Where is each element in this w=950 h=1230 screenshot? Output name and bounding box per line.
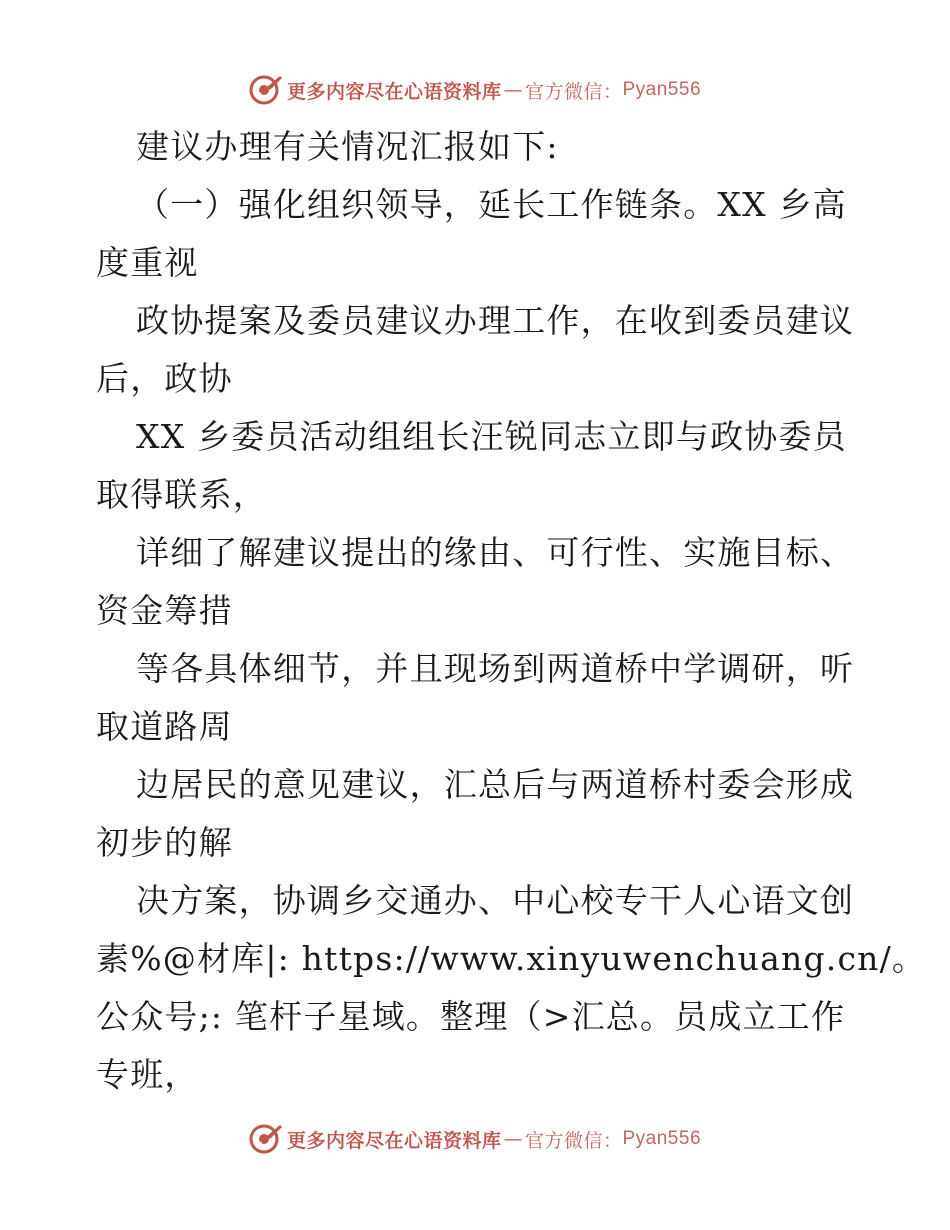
text-line: 专班，: [96, 1055, 199, 1094]
text-line: （一）强化组织领导，延长工作链条。XX 乡高: [136, 185, 847, 224]
text-line: 后，政协: [96, 359, 233, 398]
document-body: [96, 118, 927, 1104]
text-line: XX 乡委员活动组组长汪锐同志立即与政协委员: [136, 417, 847, 456]
header-watermark: [0, 70, 950, 110]
text-line: 取道路周: [96, 707, 233, 746]
pen-logo-icon: [249, 1122, 283, 1156]
footer-brand-text: 更多内容尽在心语资料库: [286, 1129, 502, 1152]
text-line: 详细了解建议提出的缘由、可行性、实施目标、: [136, 533, 855, 572]
text-line: 等各具体细节，并且现场到两道桥中学调研，听: [136, 649, 855, 688]
text-line: 初步的解: [96, 823, 233, 862]
footer-watermark: [0, 1119, 950, 1159]
text-line: 建议办理有关情况汇报如下:: [136, 127, 559, 166]
text-line: 度重视: [96, 243, 199, 282]
footer-wechat-label: 官方微信：: [524, 1129, 623, 1152]
text-line: 资金筹措: [96, 591, 233, 630]
text-line: 素%@材库|: https://www.xinyuwenchuang.cn/。: [96, 939, 927, 978]
header-dash: —: [503, 79, 523, 101]
header-brand-text: 更多内容尽在心语资料库: [286, 80, 502, 103]
text-line: 政协提案及委员建议办理工作，在收到委员建议: [136, 301, 855, 340]
text-line: 公众号;: 笔杆子星域。整理（>汇总。员成立工作: [96, 997, 846, 1036]
header-wechat-id: Pyan556: [622, 79, 702, 100]
text-line: 取得联系，: [96, 475, 267, 514]
header-wechat-label: 官方微信：: [524, 80, 623, 103]
text-line: 边居民的意见建议，汇总后与两道桥村委会形成: [136, 765, 855, 804]
footer-wechat-id: Pyan556: [622, 1128, 702, 1149]
pen-logo-icon: [249, 73, 283, 107]
footer-dash: —: [503, 1128, 523, 1150]
text-line: 决方案，协调乡交通办、中心校专干人心语文创: [136, 881, 855, 920]
